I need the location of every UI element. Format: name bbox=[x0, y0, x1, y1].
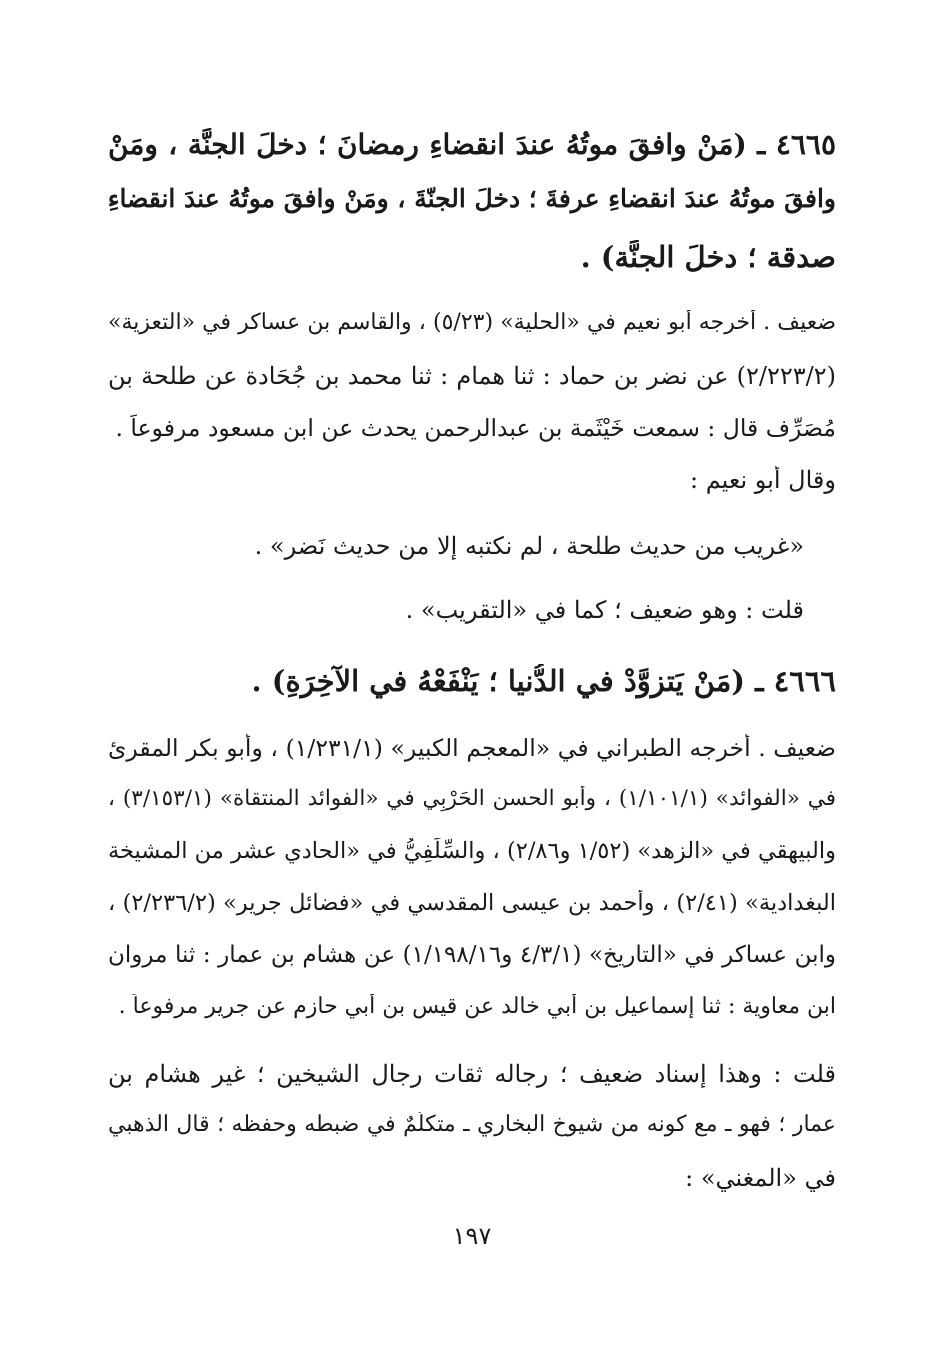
takhrij-4665-line-3: مُصَرِّف قال : سمعت خَيْثَمة بن عبدالرحمن يحدث عن ابن مسعود مرفوعاً . bbox=[115, 414, 836, 442]
takhrij-4665-line-4: وقال أبو نعيم : bbox=[689, 466, 836, 494]
takhrij-4666-line-3: والبيهقي في «الزهد» (١/٥٢ و٢/٨٦) ، والسِّلَفِيُّ في «الحادي عشر من المشيخة bbox=[108, 838, 836, 864]
quote-abu-nuaym: «غريب من حديث طلحة ، لم نكتبه إلا من حديث نَضر» . bbox=[254, 532, 804, 560]
hadith-4666-heading: ٤٦٦٦ ـ (مَنْ يَتزوَّدْ في الدُّنيا ؛ يَنْفَعْهُ في الآخِرَةِ) . bbox=[251, 664, 836, 698]
takhrij-4666-line-4: البغدادية» (٢/٤١) ، وأحمد بن عيسى المقدسي في «فضائل جرير» (٢/٢٣٦/٢) ، bbox=[108, 890, 836, 916]
takhrij-4666-line-6: ابن معاوية : ثنا إسماعيل بن أبي خالد عن قيس بن أبي حازم عن جرير مرفوعاً . bbox=[118, 994, 836, 1019]
takhrij-4666-line-5: وابن عساكر في «التاريخ» (٤/٣/١ و١/١٩٨/١٦) عن هشام بن عمار : ثنا مروان bbox=[108, 942, 836, 968]
hadith-4665-line-3: صدقة ؛ دخلَ الجنَّة) . bbox=[580, 240, 836, 274]
takhrij-4666-line-1: ضعيف . أخرجه الطبراني في «المعجم الكبير» (١/٢٣١/١) ، وأبو بكر المقرئ bbox=[108, 734, 836, 762]
hadith-4665-line-1: ٤٦٦٥ ـ (مَنْ وافقَ موتُهُ عندَ انقضاءِ رمضانَ ؛ دخلَ الجنَّة ، ومَنْ bbox=[108, 128, 836, 161]
note-4665: قلت : وهو ضعيف ؛ كما في «التقريب» . bbox=[405, 596, 804, 624]
note-4666-line-1: قلت : وهذا إسناد ضعيف ؛ رجاله ثقات رجال الشيخين ؛ غير هشام بن bbox=[108, 1060, 836, 1088]
note-4666-line-3: في «المغني» : bbox=[685, 1164, 836, 1192]
hadith-4665-line-2: وافقَ موتُهُ عندَ انقضاءِ عرفةَ ؛ دخلَ الجنّةَ ، ومَنْ وافقَ موتُهُ عندَ انقضاءِ bbox=[108, 184, 836, 213]
takhrij-4665-line-2: (٢/٢٢٣/٢) عن نضر بن حماد : ثنا همام : ثنا محمد بن جُحَادة عن طلحة بن bbox=[108, 362, 836, 390]
page-number: ١٩٧ bbox=[452, 1222, 492, 1250]
takhrij-4666-line-2: في «الفوائد» (١/١٠١/١) ، وأبو الحسن الحَرْبِي في «الفوائد المنتقاة» (٣/١٥٣/١) ، bbox=[108, 786, 836, 811]
note-4666-line-2: عمار ؛ فهو ـ مع كونه من شيوخ البخاري ـ متكلَّمٌ في ضبطه وحفظه ؛ قال الذهبي bbox=[108, 1112, 836, 1137]
takhrij-4665-line-1: ضعيف . أخرجه أبو نعيم في «الحلية» (٥/٢٣) ، والقاسم بن عساكر في «التعزية» bbox=[108, 310, 836, 335]
